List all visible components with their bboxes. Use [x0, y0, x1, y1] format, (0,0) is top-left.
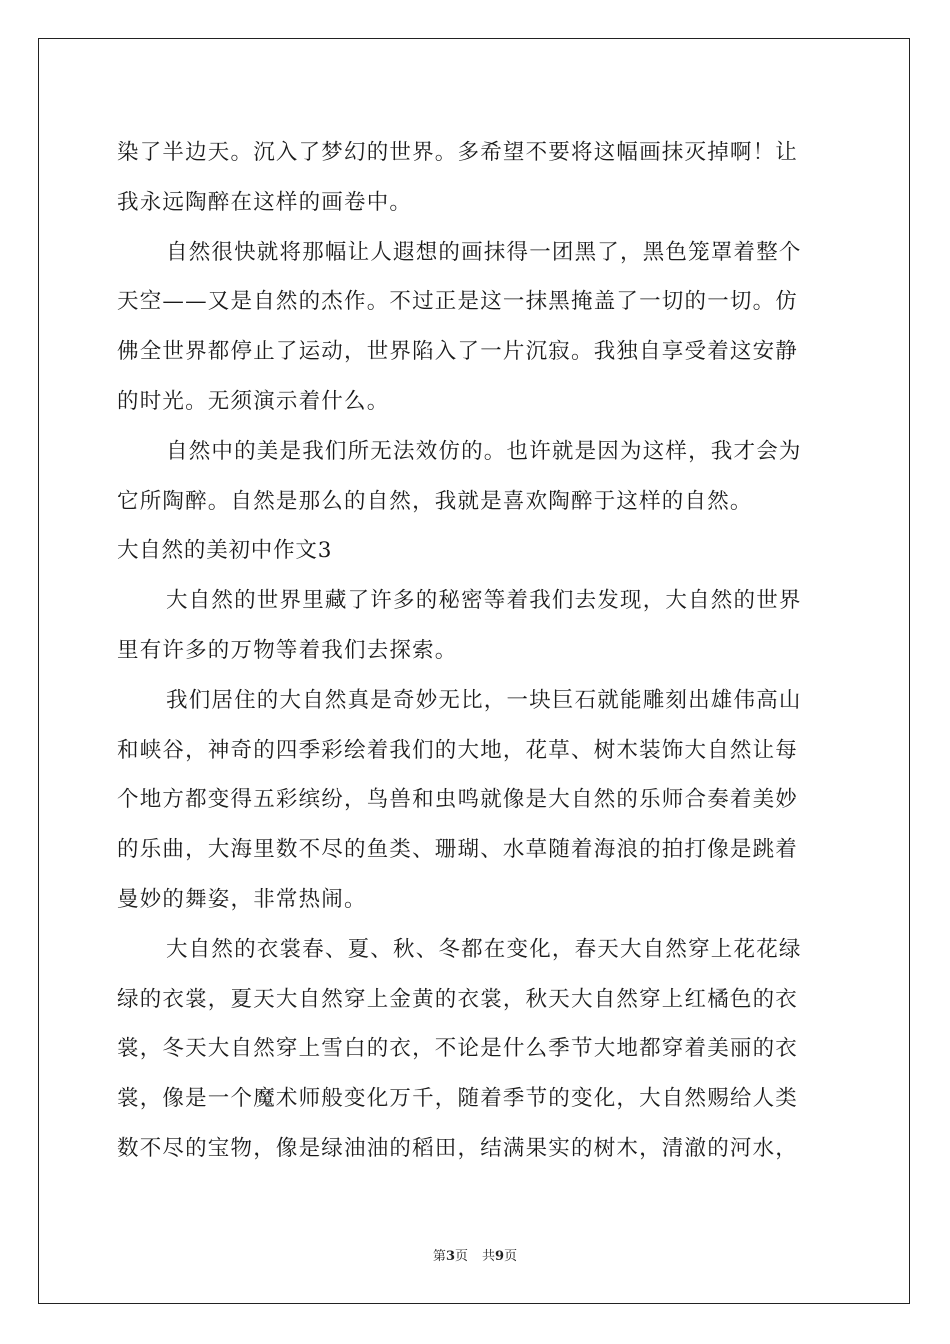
page-number-total: 9: [495, 1249, 505, 1264]
page-footer: [0, 1245, 950, 1264]
text-line: 大自然的衣裳春、夏、秋、冬都在变化，春天大自然穿上花花绿: [166, 936, 802, 962]
text-line: 裳，像是一个魔术师般变化万千，随着季节的变化，大自然赐给人类: [117, 1086, 799, 1112]
page-number-prefix: 第: [432, 1249, 446, 1264]
page-total-prefix: 共: [482, 1249, 496, 1264]
section-heading: 大自然的美初中作文3: [117, 538, 333, 564]
text-line: 的乐曲，大海里数不尽的鱼类、珊瑚、水草随着海浪的拍打像是跳着: [117, 837, 799, 863]
text-line: 个地方都变得五彩缤纷，鸟兽和虫鸣就像是大自然的乐师合奏着美妙: [117, 787, 799, 813]
text-line: 曼妙的舞姿，非常热闹。: [117, 886, 367, 912]
document-body: [117, 128, 837, 1174]
text-line: 自然中的美是我们所无法效仿的。也许就是因为这样，我才会为: [166, 438, 802, 464]
text-line: 大自然的世界里藏了许多的秘密等着我们去发现，大自然的世界: [166, 588, 802, 614]
text-line: 自然很快就将那幅让人遐想的画抹得一团黑了，黑色笼罩着整个: [166, 239, 802, 265]
text-line: 裳，冬天大自然穿上雪白的衣，不论是什么季节大地都穿着美丽的衣: [117, 1036, 799, 1062]
text-line: 佛全世界都停止了运动，世界陷入了一片沉寂。我独自享受着这安静: [117, 339, 799, 365]
text-line: 里有许多的万物等着我们去探索。: [117, 637, 458, 663]
text-line: 我永远陶醉在这样的画卷中。: [117, 189, 413, 215]
text-line: 绿的衣裳，夏天大自然穿上金黄的衣裳，秋天大自然穿上红橘色的衣: [117, 986, 799, 1012]
text-line: 天空——又是自然的杰作。不过正是这一抹黑掩盖了一切的一切。仿: [117, 289, 799, 315]
text-line: 数不尽的宝物，像是绿油油的稻田，结满果实的树木，清澈的河水，: [117, 1135, 799, 1161]
text-line: 我们居住的大自然真是奇妙无比，一块巨石就能雕刻出雄伟高山: [166, 687, 802, 713]
text-line: 和峡谷，神奇的四季彩绘着我们的大地，花草、树木装饰大自然让每: [117, 737, 799, 763]
page-number-suffix: 页: [454, 1249, 468, 1264]
text-line: 的时光。无须演示着什么。: [117, 388, 390, 414]
page-total-suffix: 页: [504, 1249, 518, 1264]
page-number-current: 3: [445, 1249, 455, 1264]
text-line: 染了半边天。沉入了梦幻的世界。多希望不要将这幅画抹灭掉啊！让: [117, 140, 799, 165]
text-line: 它所陶醉。自然是那么的自然，我就是喜欢陶醉于这样的自然。: [117, 488, 753, 514]
